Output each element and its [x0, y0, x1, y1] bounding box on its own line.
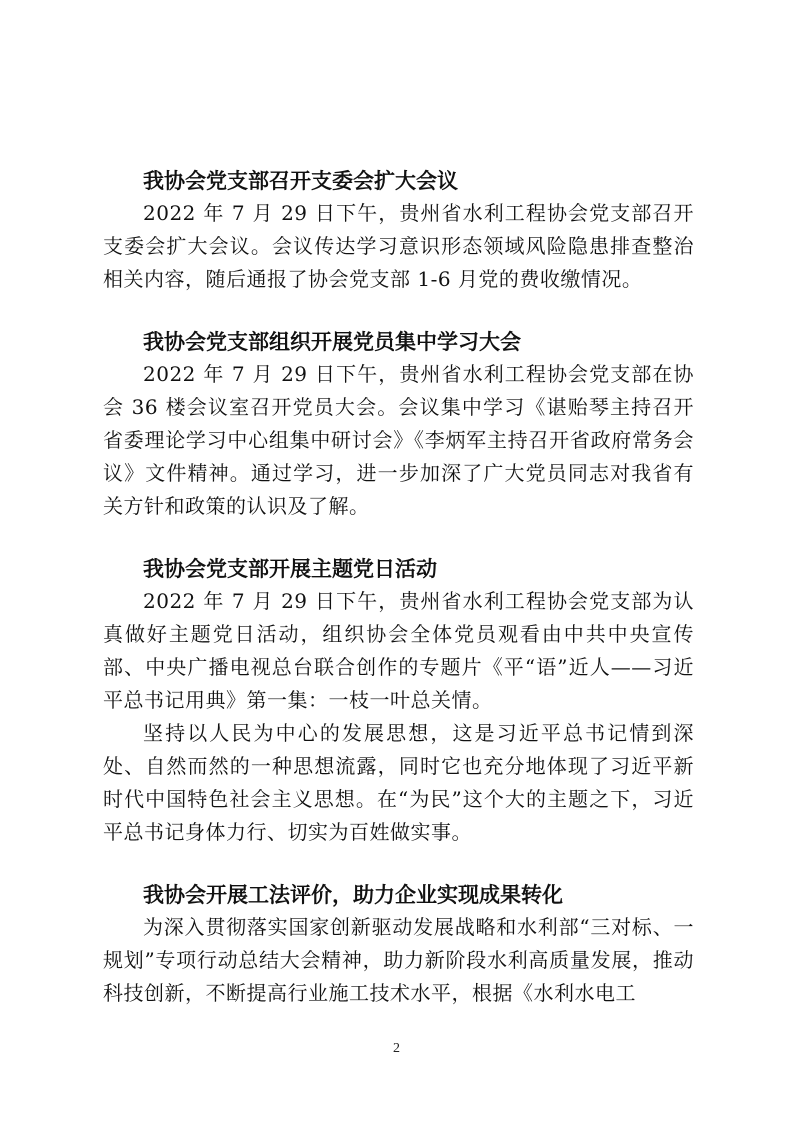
news-heading: 我协会党支部组织开展党员集中学习大会	[143, 330, 521, 354]
news-item-committee-meeting	[103, 165, 694, 296]
news-paragraph: 为深入贯彻落实国家创新驱动发展战略和水利部“三对标、一规划”专项行动总结大会精神，助力新阶段水利高质量发展，推动科技创新，不断提高行业施工技术水平，根据《水利水电工	[103, 915, 694, 1005]
page-content	[103, 165, 694, 1010]
news-paragraph: 坚持以人民为中心的发展思想，这是习近平总书记情到深处、自然而然的一种思想流露，同时它也充分地体现了习近平新时代中国特色社会主义思想。在“为民”这个大的主题之下，习近平总书记身体力行、切实为百姓做实事。	[103, 721, 694, 844]
news-heading: 我协会开展工法评价，助力企业实现成果转化	[143, 883, 563, 907]
news-item-party-day	[103, 553, 694, 849]
news-heading: 我协会党支部开展主题党日活动	[143, 557, 437, 581]
news-item-study-meeting	[103, 326, 694, 523]
news-paragraph: 2022 年 7 月 29 日下午，贵州省水利工程协会党支部为认真做好主题党日活动，组织协会全体党员观看由中共中央宣传部、中央广播电视总台联合创作的专题片《平“语”近人——习近平总书记用典》第一集：一枝一叶总关情。	[103, 589, 694, 712]
news-paragraph: 2022 年 7 月 29 日下午，贵州省水利工程协会党支部召开支委会扩大会议。会议传达学习意识形态领域风险隐患排查整治相关内容，随后通报了协会党支部 1-6 月党的费收缴情况。	[103, 201, 694, 291]
news-paragraph: 2022 年 7 月 29 日下午，贵州省水利工程协会党支部在协会 36 楼会议室召开党员大会。会议集中学习《谌贻琴主持召开省委理论学习中心组集中研讨会》《李炳军主持召开省政府常务会议》文件精神。通过学习，进一步加深了广大党员同志对我省有关方针和政策的认识及了解。	[103, 362, 694, 518]
news-item-construction-method-evaluation	[103, 879, 694, 1010]
news-heading: 我协会党支部召开支委会扩大会议	[143, 169, 458, 193]
page-number: 2	[393, 1041, 400, 1056]
